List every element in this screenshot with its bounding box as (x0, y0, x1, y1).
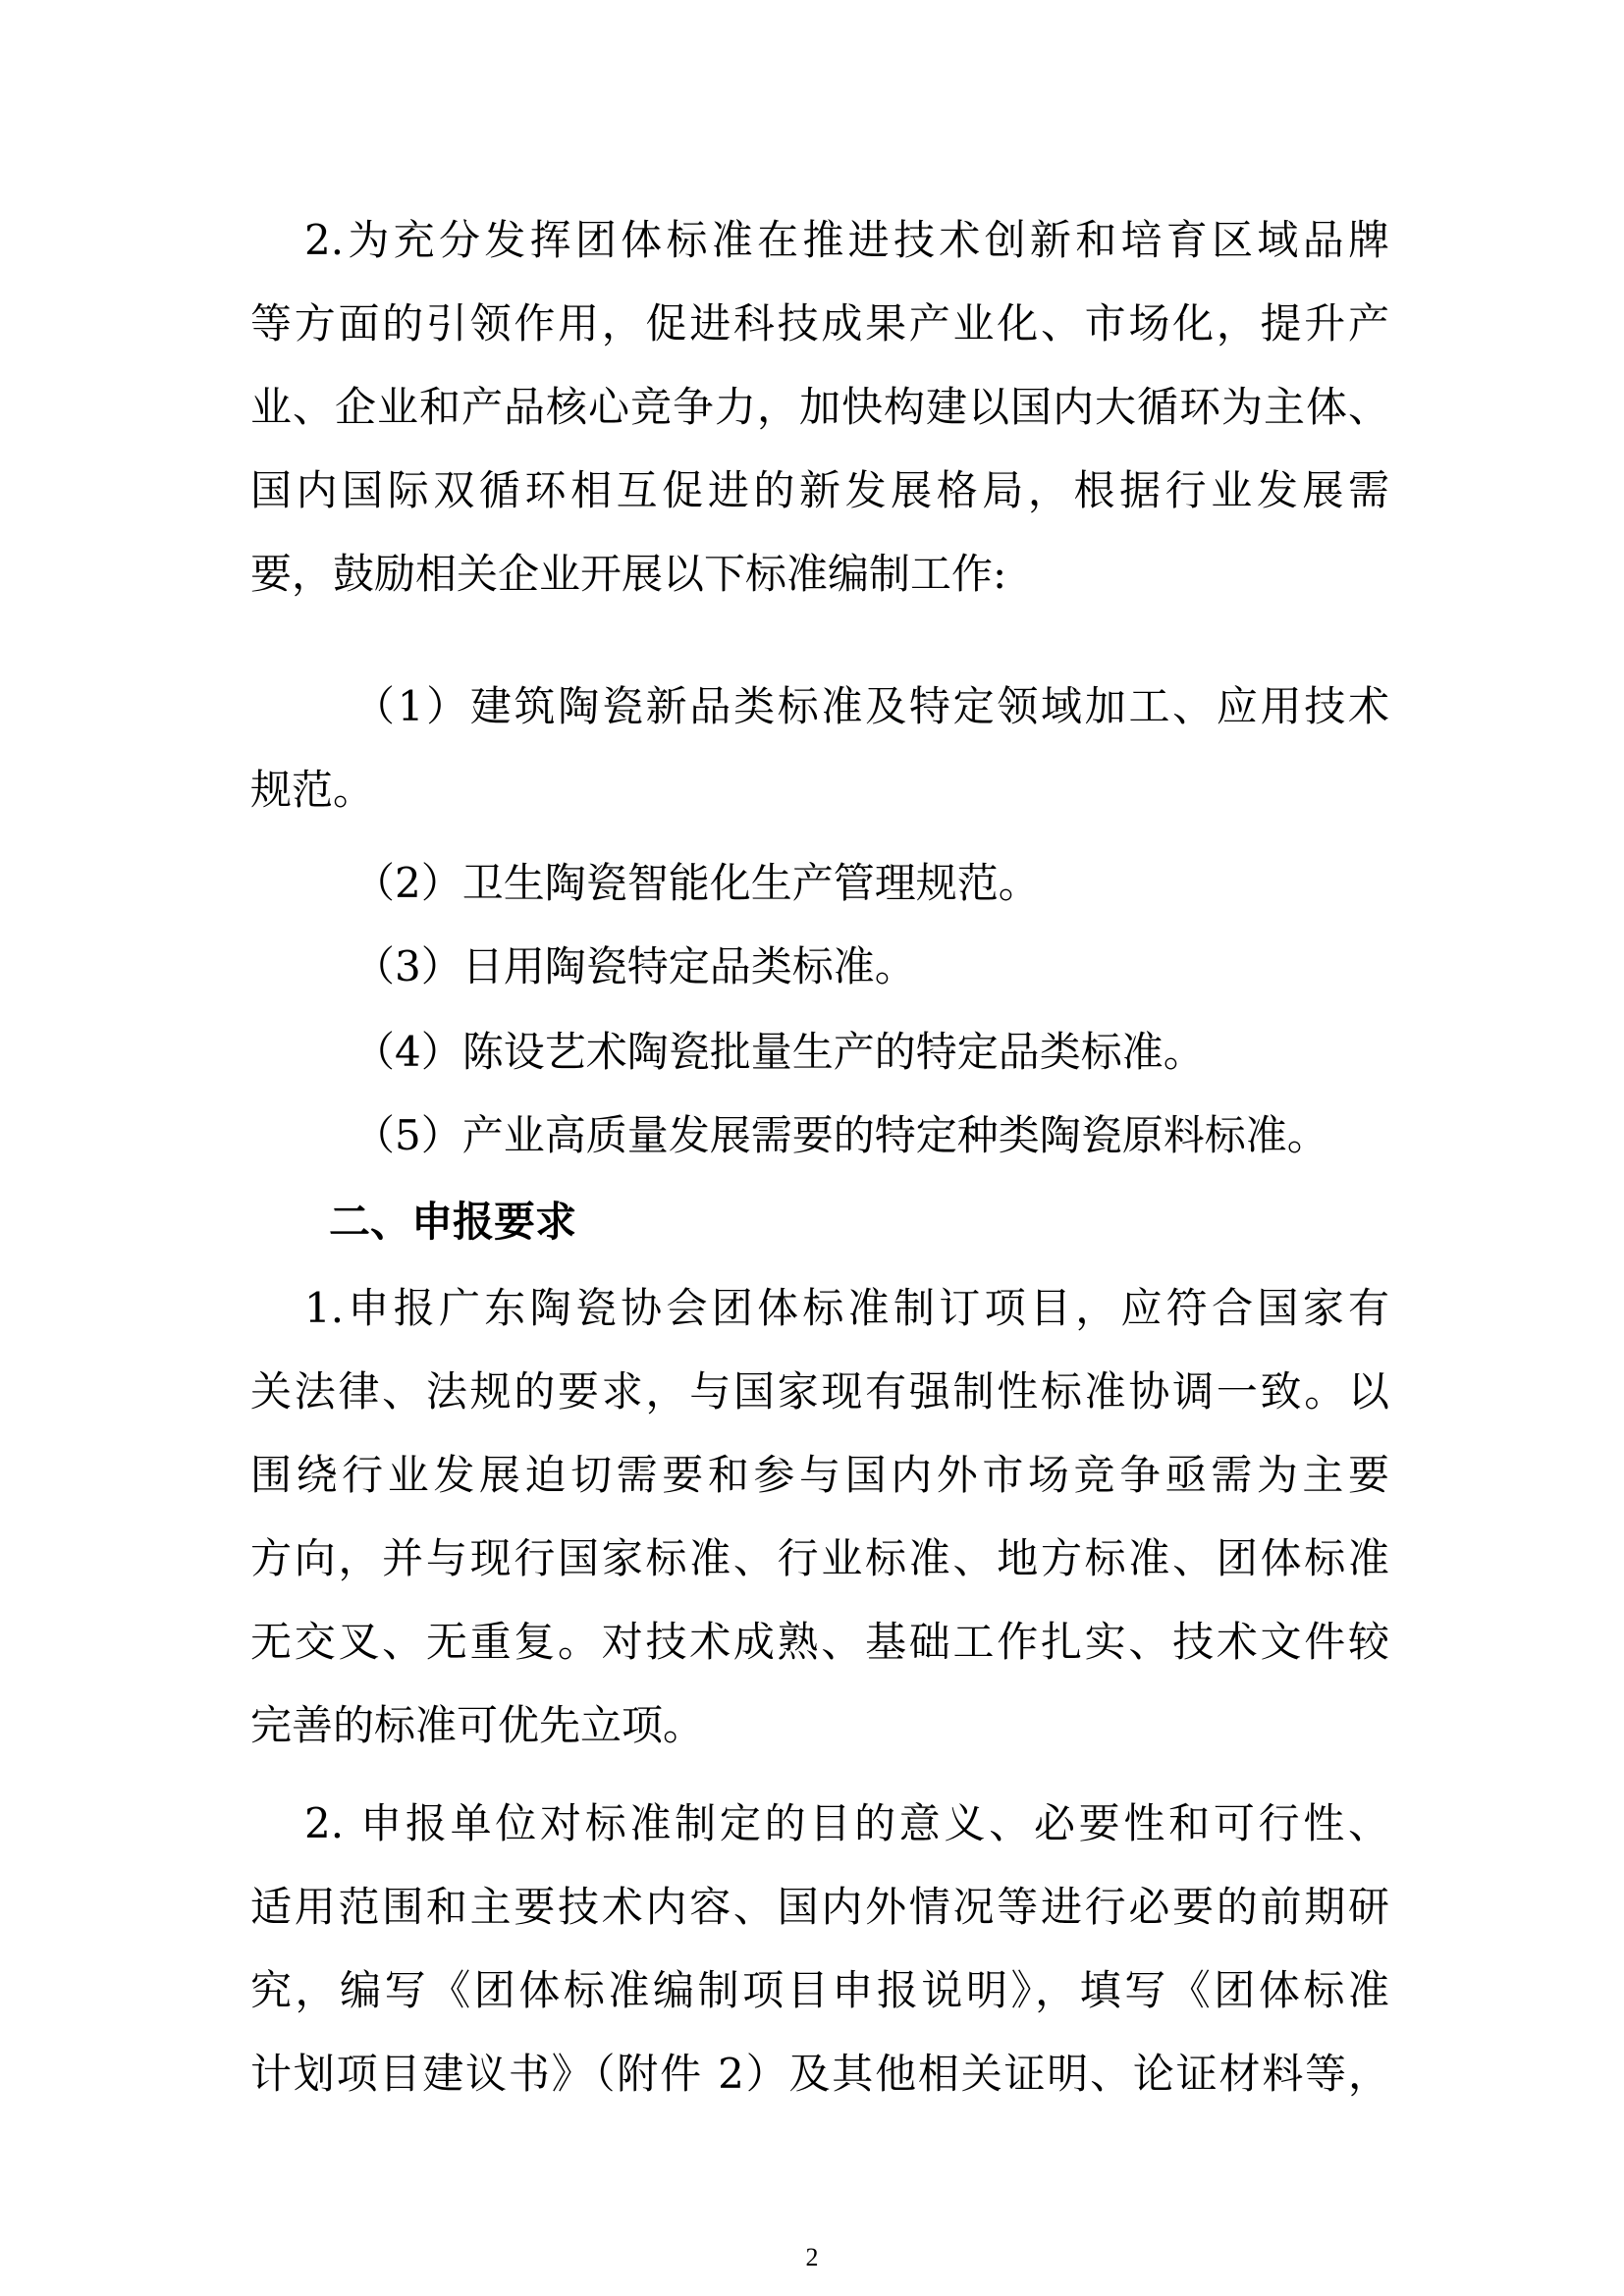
page-number: 2 (805, 2243, 819, 2271)
list-item: （1）建筑陶瓷新品类标准及特定领域加工、应用技术 (353, 682, 1389, 730)
section-heading: 二、申报要求 (329, 1198, 577, 1246)
paragraph-line: 等方面的引领作用，促进科技成果产业化、市场化，提升产 (250, 299, 1389, 347)
list-item: （5）产业高质量发展需要的特定种类陶瓷原料标准。 (353, 1111, 1328, 1159)
list-item: （4）陈设艺术陶瓷批量生产的特定品类标准。 (353, 1028, 1205, 1076)
paragraph-line: 完善的标准可优先立项。 (250, 1701, 705, 1749)
list-item: （3）日用陶瓷特定品类标准。 (353, 942, 916, 990)
paragraph-line: 无交叉、无重复。对技术成熟、基础工作扎实、技术文件较 (250, 1618, 1389, 1666)
paragraph-line: 方向，并与现行国家标准、行业标准、地方标准、团体标准 (250, 1534, 1389, 1582)
paragraph-line: 2. 申报单位对标准制定的目的意义、必要性和可行性、 (304, 1799, 1389, 1847)
paragraph-line: 业、企业和产品核心竞争力，加快构建以国内大循环为主体、 (250, 383, 1389, 431)
paragraph-line: 究，编写《团体标准编制项目申报说明》，填写《团体标准 (250, 1966, 1389, 2014)
paragraph-line: 关法律、法规的要求，与国家现有强制性标准协调一致。以 (250, 1367, 1389, 1415)
paragraph-line: 要，鼓励相关企业开展以下标准编制工作: (250, 550, 1007, 598)
list-item: （2）卫生陶瓷智能化生产管理规范。 (353, 859, 1040, 907)
list-item-continuation: 规范。 (250, 766, 375, 814)
paragraph-line: 适用范围和主要技术内容、国内外情况等进行必要的前期研 (250, 1883, 1389, 1931)
paragraph-line: 计划项目建议书》（附件 2）及其他相关证明、论证材料等， (250, 2050, 1389, 2098)
paragraph-line: 国内国际双循环相互促进的新发展格局，根据行业发展需 (250, 466, 1389, 514)
paragraph-line: 2.为充分发挥团体标准在推进技术创新和培育区域品牌 (304, 216, 1389, 264)
paragraph-line: 围绕行业发展迫切需要和参与国内外市场竞争亟需为主要 (250, 1451, 1389, 1499)
paragraph-line: 1.申报广东陶瓷协会团体标准制订项目，应符合国家有 (304, 1284, 1389, 1332)
